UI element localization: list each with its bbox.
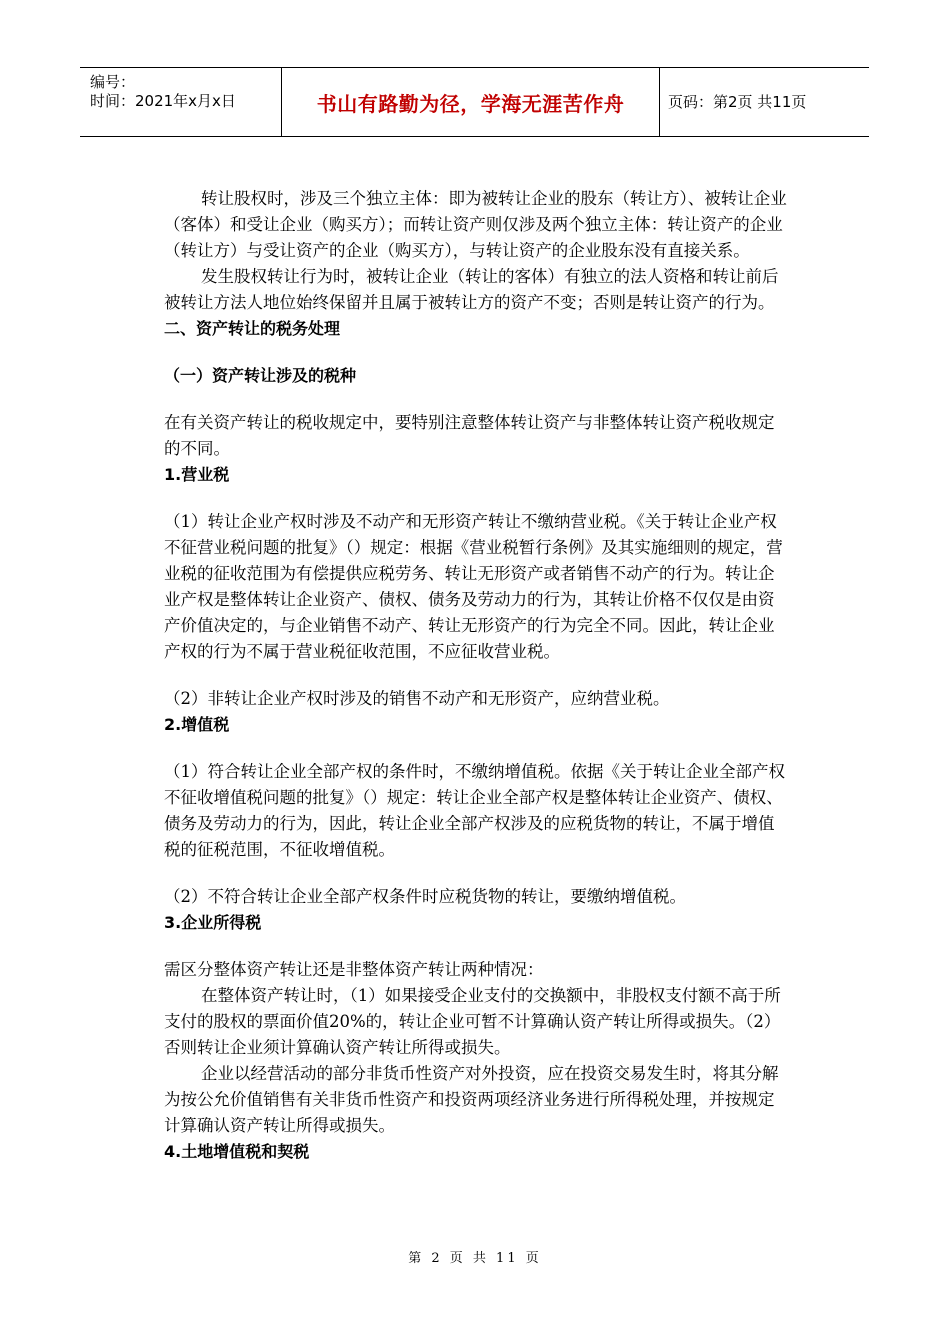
- item-heading: 4.土地增值税和契税: [164, 1142, 310, 1161]
- paragraph: 发生股权转让行为时，被转让企业（转让的客体）有独立的法人资格和转让前后被转让方法人地位始终保留并且属于被转让方的资产不变；否则是转让资产的行为。: [164, 267, 779, 312]
- spacer: [164, 936, 788, 957]
- header-center-cell: [282, 68, 660, 136]
- spacer: [164, 738, 788, 759]
- subsection-heading: （一）资产转让涉及的税种: [164, 366, 357, 385]
- item-heading: 2.增值税: [164, 715, 230, 734]
- spacer: [164, 342, 788, 363]
- page-footer: 第 2 页 共 11 页: [408, 1251, 542, 1266]
- spacer: [164, 863, 788, 884]
- header-table: [80, 67, 869, 137]
- item-heading: 3.企业所得税: [164, 913, 262, 932]
- spacer: [164, 389, 788, 410]
- section-heading: 二、资产转让的税务处理: [164, 319, 341, 338]
- number-label: 编号：: [90, 73, 136, 91]
- paragraph: 在整体资产转让时，（1）如果接受企业支付的交换额中，非股权支付额不高于所支付的股权的票面价值20%的，转让企业可暂不计算确认资产转让所得或损失。（2）否则转让企业须计算确认资产转让所得或损失。: [164, 986, 781, 1057]
- item-heading: 1.营业税: [164, 465, 230, 484]
- page-label: 页码：第2页 共11页: [668, 93, 807, 111]
- paragraph: 需区分整体资产转让还是非整体资产转让两种情况：: [164, 960, 544, 979]
- header-right-cell: [660, 68, 869, 136]
- header-left-cell: [80, 68, 282, 136]
- spacer: [164, 665, 788, 686]
- paragraph: （2）不符合转让企业全部产权条件时应税货物的转让，要缴纳增值税。: [164, 887, 686, 906]
- spacer: [164, 488, 788, 509]
- paragraph: 企业以经营活动的部分非货币性资产对外投资，应在投资交易发生时，将其分解为按公允价值销售有关非货币性资产和投资两项经济业务进行所得税处理，并按规定计算确认资产转让所得或损失。: [164, 1064, 779, 1135]
- motto-text: 书山有路勤为径，学海无涯苦作舟: [316, 91, 625, 116]
- paragraph: （1）转让企业产权时涉及不动产和无形资产转让不缴纳营业税。《关于转让企业产权不征营业税问题的批复》（）规定：根据《营业税暂行条例》及其实施细则的规定，营业税的征收范围为有偿提供应税劳务、转让无形资产或者销售不动产的行为。转让企业产权是整体转让企业资产、债权、债务及劳动力的行为，其转让价格不仅仅是由资产价值决定的，与企业销售不动产、转让无形资产的行为完全不同。因此，转让企业产权的行为不属于营业税征收范围，不应征收营业税。: [164, 512, 783, 661]
- paragraph: 转让股权时，涉及三个独立主体：即为被转让企业的股东（转让方）、被转让企业（客体）和受让企业（购买方）；而转让资产则仅涉及两个独立主体：转让资产的企业（转让方）与受让资产的企业（购买方），与转让资产的企业股东没有直接关系。: [164, 189, 787, 260]
- date-label: 时间：2021年x月x日: [90, 92, 236, 110]
- paragraph: 在有关资产转让的税收规定中，要特别注意整体转让资产与非整体转让资产税收规定的不同。: [164, 413, 775, 458]
- document-body: [164, 186, 788, 1165]
- paragraph: （2）非转让企业产权时涉及的销售不动产和无形资产，应纳营业税。: [164, 689, 670, 708]
- paragraph: （1）符合转让企业全部产权的条件时，不缴纳增值税。依据《关于转让企业全部产权不征收增值税问题的批复》（）规定：转让企业全部产权是整体转让企业资产、债权、债务及劳动力的行为，因此，转让企业全部产权涉及的应税货物的转让，不属于增值税的征税范围，不征收增值税。: [164, 762, 785, 859]
